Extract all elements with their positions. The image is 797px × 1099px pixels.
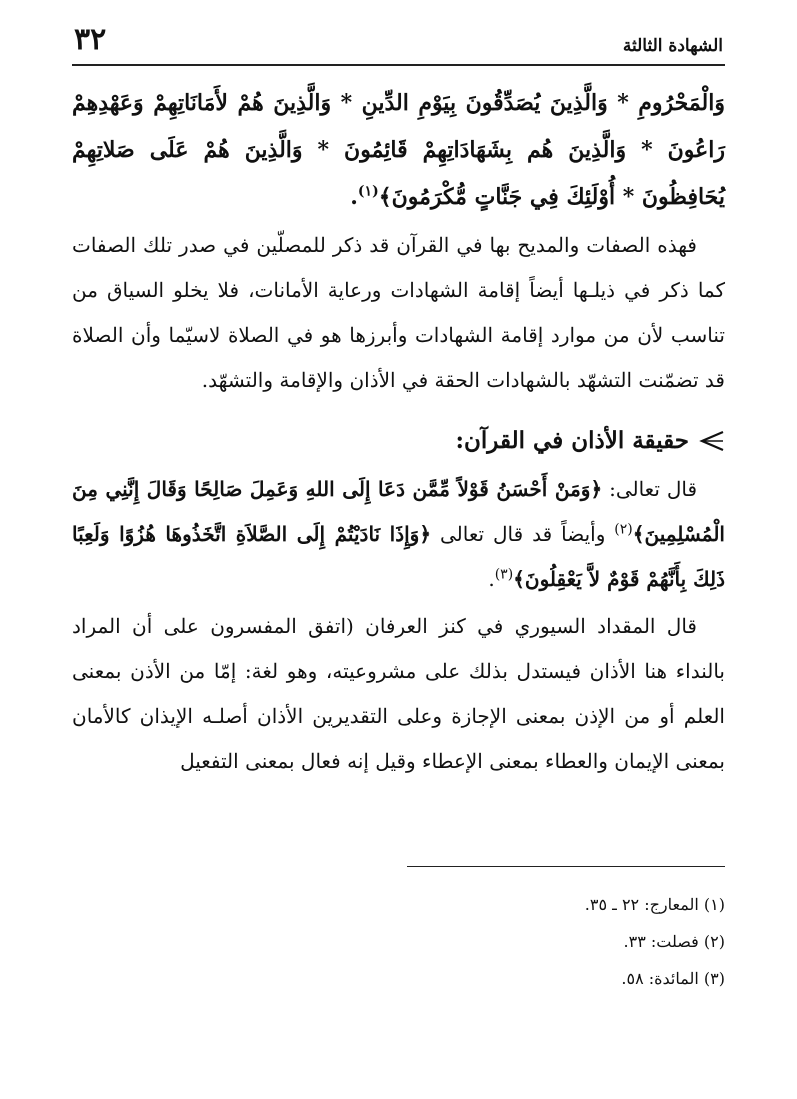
- verse-text: وَالْمَحْرُومِ * وَالَّذِينَ يُصَدِّقُونَ بِيَوْمِ الدِّينِ * وَالَّذِينَ هُمْ لأَمَانَاتِهِمْ وَعَهْدِهِمْ رَاعُونَ * وَالَّذِينَ هُم بِشَهَادَاتِهِمْ قَائِمُونَ * وَالَّذِينَ هُمْ عَلَى صَلاتِهِمْ يُحَافِظُونَ * أُوْلَئِكَ فِي جَنَّاتٍ مُّكْرَمُونَ﴾: [72, 90, 725, 210]
- running-title: الشهادة الثالثة: [622, 36, 723, 56]
- footnote-item: (٣) المائدة: ٥٨.: [621, 969, 725, 988]
- quran-verse-continuation: [72, 80, 725, 221]
- footnote-ref-2: (٢): [614, 521, 633, 538]
- paragraph-with-verses: [72, 467, 725, 602]
- page-header: [72, 20, 725, 66]
- verse-end-mark: .: [350, 184, 358, 210]
- intro-text: قال تعالى:: [602, 477, 697, 501]
- quran-verse-maida: ﴿وَإِذَا نَادَيْتُمْ إِلَى الصَّلاَةِ اتَّخَذُوهَا هُزُوًا وَلَعِبًا ذَلِكَ بِأَنَّهُمْ قَوْمٌ لاَّ يَعْقِلُونَ﴾: [72, 522, 725, 591]
- section-heading: [72, 419, 725, 463]
- quran-verse-fussilat: ﴿وَمَنْ أَحْسَنُ قَوْلاً مِّمَّن دَعَا إِلَى اللهِ وَعَمِلَ صَالِحًا وَقَالَ إِنَّنِي مِنَ الْمُسْلِمِينَ﴾: [72, 477, 725, 546]
- page-content: [72, 80, 725, 784]
- paragraph: فهذه الصفات والمديح بها في القرآن قد ذكر للمصلّين في صدر تلك الصفات كما ذكر في ذيلـها أيضاً إقامة الشهادات ورعاية الأمانات، فلا يخلو السياق من تناسب لأن من موارد إقامة الشهادات وأبرزها هو في الصلاة لاسيّما وأن الصلاة قد تضمّنت التشهّد بالشهادات الحقة في الأذان والإقامة والتشهّد.: [72, 233, 725, 392]
- page-number: ٣٢: [74, 22, 107, 57]
- footnotes: [72, 886, 725, 997]
- footnote-ref-3: (٣): [494, 566, 514, 583]
- section-heading-text: حقيقة الأذان في القرآن:: [455, 427, 689, 454]
- paragraph-end-mark: .: [488, 567, 495, 591]
- connecting-text: وأيضاً قد قال تعالى: [431, 522, 615, 546]
- footnote-divider: [407, 866, 725, 867]
- footnote-item: (١) المعارج: ٢٢ ـ ٣٥.: [584, 895, 725, 914]
- arrow-bullet-icon: [699, 430, 725, 452]
- footnote-item: (٢) فصلت: ٣٣.: [623, 932, 725, 951]
- footnote-ref-1: (١): [357, 183, 379, 200]
- paragraph: قال المقداد السيوري في كنز العرفان (اتفق المفسرون على أن المراد بالنداء هنا الأذان فيستدل بذلك على مشروعيته، وهو لغة: إمّا من الأذن بمعنى العلم أو من الإذن بمعنى الإجازة وعلى التقديرين الأذان أصلـه الإيذان كالأمان بمعنى الإيمان والعطاء بمعنى الإعطاء وقيل إنه فعال بمعنى التفعيل: [72, 614, 725, 773]
